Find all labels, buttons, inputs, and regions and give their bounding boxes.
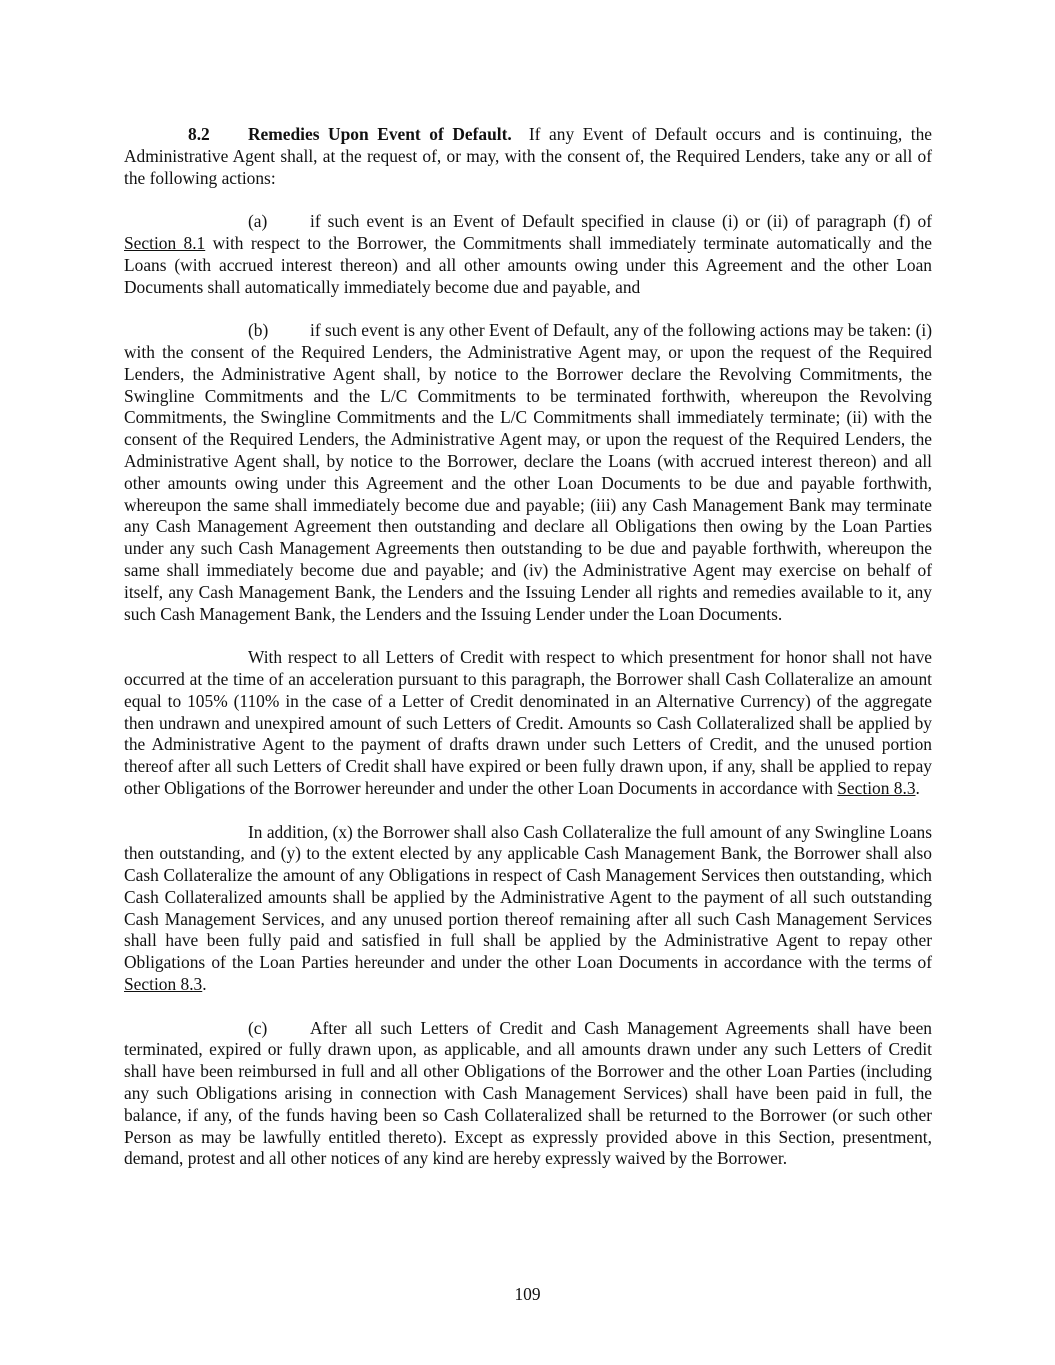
in-addition-text-2: .	[202, 974, 207, 995]
section-8-2-heading-paragraph	[124, 124, 932, 189]
clause-a-paragraph	[124, 211, 932, 298]
clause-b-text: if such event is any other Event of Default, any of the following actions may be taken: (i) with the consent of the Required Lenders, the Administrative Agent may, or upon the request of the Required Lenders, the Administrative Agent shall, by notice to the Borrower declare the Revolving Commitments, the Swingline Commitments and the L/C Commitments to be terminated forthwith, whereupon the Revolving Commitments, the Swingline Commitments and the L/C Commitments shall immediately terminate; (ii) with the consent of the Required Lenders, the Administrative Agent may, or upon the request of the Required Lenders, the Administrative Agent shall, by notice to the Borrower, declare the Loans (with accrued interest thereon) and all other amounts owing under this Agreement and the other Loan Documents to be due and payable forthwith, whereupon the same shall immediately become due and payable; (iii) any Cash Management Bank may terminate any Cash Management Agreement then outstanding and declare all Obligations then owing by the Loan Parties under any such Cash Management Agreements then outstanding to be due and payable forthwith, whereupon the same shall immediately become due and payable; and (iv) the Administrative Agent may exercise on behalf of itself, any Cash Management Bank, the Lenders and the Issuing Lender all rights and remedies available to it, any such Cash Management Bank, the Lenders and the Issuing Lender under the Loan Documents.	[124, 320, 932, 624]
clause-a-label: (a)	[248, 211, 268, 232]
letters-of-credit-paragraph	[124, 647, 932, 800]
section-8-1-reference: Section 8.1	[124, 232, 206, 253]
document-page	[124, 124, 932, 1192]
clause-c-label: (c)	[248, 1017, 268, 1038]
section-8-3-reference: Section 8.3	[124, 974, 203, 995]
letters-of-credit-text-1: With respect to all Letters of Credit with respect to which presentment for honor shall not have occurred at the time of an acceleration pursuant to this paragraph, the Borrower shall Cash Collateralize an amount equal to 105% (110% in the case of a Letter of Credit denominated in an Alternative Currency) of the aggregate then undrawn and unexpired amount of such Letters of Credit. Amounts so Cash Collateralized shall be applied by the Administrative Agent to the payment of drafts drawn under such Letters of Credit, and the unused portion thereof after all such Letters of Credit shall have expired or been fully drawn upon, if any, shall be applied to repay other Obligations of the Borrower hereunder and under the other Loan Documents in accordance with	[124, 647, 932, 798]
clause-a-text-2: with respect to the Borrower, the Commitments shall immediately terminate automatically and the Loans (with accrued interest thereon) and all other amounts owing under this Agreement and the other Loan Documents shall automatically immediately become due and payable, and	[124, 232, 932, 297]
in-addition-text-1: In addition, (x) the Borrower shall also Cash Collateralize the full amount of any Swingline Loans then outstanding, and (y) to the extent elected by any applicable Cash Management Bank, the Borrower shall also Cash Collateralize the amount of any Obligations in respect of Cash Management Services then outstanding, which Cash Collateralized amounts shall be applied by the Administrative Agent to the payment of all such outstanding Cash Management Services, and any unused portion thereof remaining after all such Cash Management Services shall have been fully paid and satisfied in full shall be applied by the Administrative Agent to repay other Obligations of the Loan Parties hereunder and under the other Loan Documents in accordance with the terms of	[124, 821, 932, 973]
letters-of-credit-text-2: .	[915, 777, 920, 798]
section-8-3-reference: Section 8.3	[837, 777, 916, 798]
in-addition-paragraph	[124, 822, 932, 996]
clause-b-paragraph	[124, 320, 932, 625]
clause-b-label: (b)	[248, 320, 269, 341]
section-intro-text: If any Event of Default occurs and is continuing, the Administrative Agent shall, at the request of, or may, with the consent of, the Required Lenders, take any or all of the following actions:	[124, 124, 932, 188]
clause-c-paragraph	[124, 1018, 932, 1171]
page-number: 109	[514, 1284, 541, 1304]
section-title: Remedies Upon Event of Default.	[248, 124, 512, 144]
clause-c-text: After all such Letters of Credit and Cash Management Agreements shall have been terminated, expired or fully drawn upon, as applicable, and all amounts drawn under any such Letters of Credit shall have been reimbursed in full and all other Obligations of the Borrower and the other Loan Parties (including any such Obligations arising in connection with Cash Management Services) shall have been paid in full, the balance, if any, of the funds having been so Cash Collateralized shall be returned to the Borrower (or such other Person as may be lawfully entitled thereto). Except as expressly provided above in this Section, presentment, demand, protest and all other notices of any kind are hereby expressly waived by the Borrower.	[124, 1017, 932, 1169]
section-number: 8.2	[188, 124, 210, 144]
clause-a-text-1: if such event is an Event of Default specified in clause (i) or (ii) of paragraph (f) of	[310, 211, 932, 232]
